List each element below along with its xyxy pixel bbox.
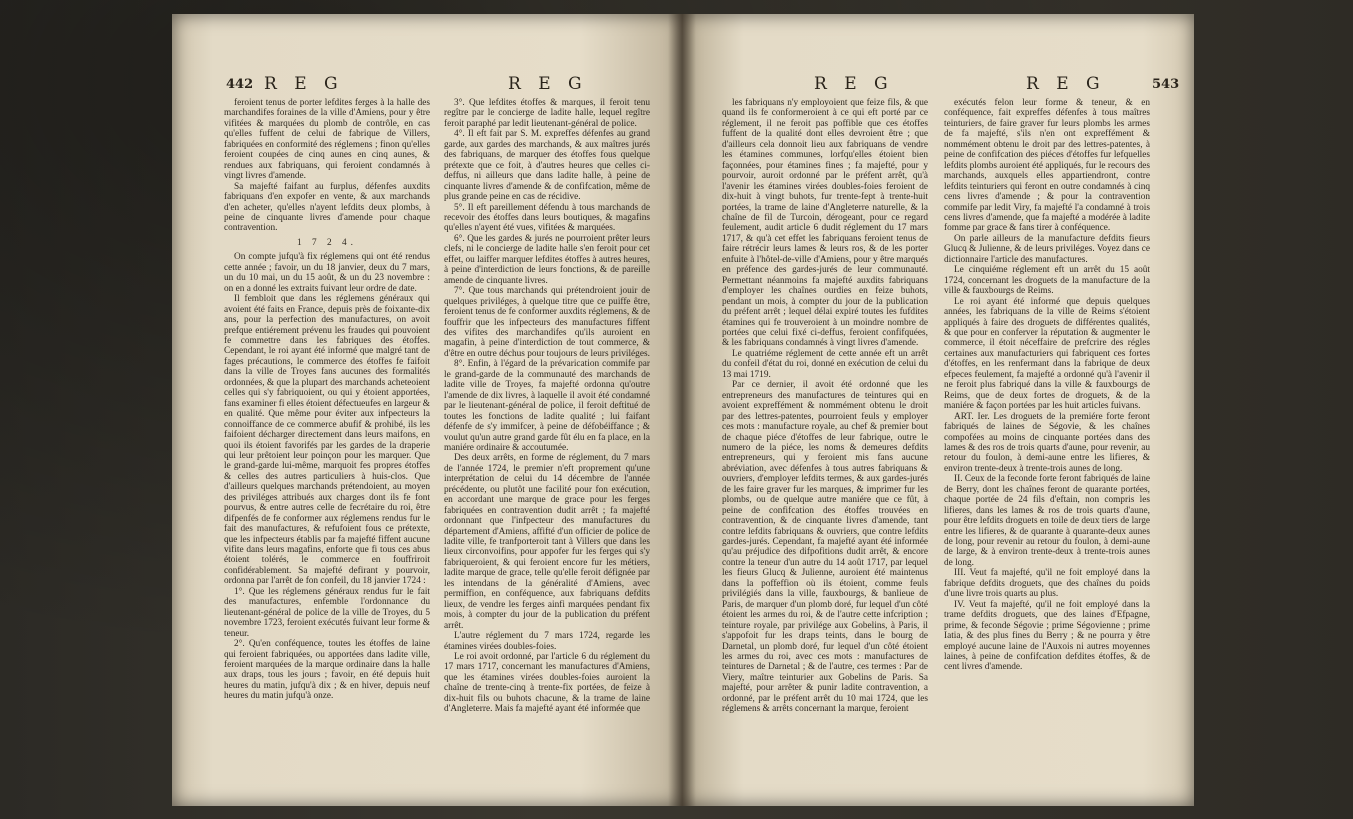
paragraph: feroient tenus de porter lefdites ferges à la halle des marchandifes foraines de la ville d'Amiens, pour y être vifitées & marquées du plomb de contrôle, en cas qu'elles fuffent de celui de fabrique de Villers, fabriquées en conformité des réglemens ; finon qu'elles feroient coupées de cinq aunes en cinq aunes, & rendues aux fabriquans, qui feroient condamnés à vingt livres d'amende. [224, 98, 430, 182]
paragraph: L'autre réglement du 7 mars 1724, regarde les étamines virées doubles-foies. [444, 631, 650, 652]
paragraph: III. Veut fa majefté, qu'il ne foit employé dans la fabrique defdits droguets, que des chaînes du poids d'une livre trois quarts au plus. [944, 568, 1150, 600]
paragraph: Par ce dernier, il avoit été ordonné que les entrepreneurs des manufactures de teintures qui en avoient expreffément & nommément obtenu le droit par des lettres-patentes, pourroient feuls y employer ces mots : manufacture royale, au chef & premier bout de chaque piéce d'étoffes de leur fabrique, outre le numero de la piéce, les noms & demeures defdits entrepreneurs, qui y feroient mis fans aucune abréviation, avec défenfes à tous autres fabriquans & ouvriers, d'employer lefdits termes, & aux gardes-jurés de les faire graver fur les marques, & imprimer fur les plombs, ou de quelque autre maniére que ce fût, à peine de confifcation des étoffes trouvées en contravention, & de cinquante livres d'amende, tant contre lefdits fabriquans & ouvriers, que contre lefdits gardes-jurés. Cependant, fa majefté ayant été informée qu'au préjudice des difpofitions dudit arrêt, & encore contre la teneur d'un autre du 14 août 1717, par lequel les fieurs Glucq & Julienne, auroient été maintenus dans la poffeffion où ils étoient, comme feuls privilégiés dans la ville, fauxbourgs, & banlieue de Paris, de marquer d'un plomb doré, fur lequel d'un côté étoient les armes du roi, & de l'autre cette infcription ; teinture royale, par privilége aux Gobelins, à Paris, il s'appofoit fur les draps teints, dans le bourg de Darnetal, un plomb doré, fur lequel d'un côté étoient les armes du roi, avec ces mots : manufactures de teintures de Darnetal ; & de l'autre, ces termes : Par de Viery, maître teinturier aux Gobelins de Paris. Sa majefté, pour arrêter & punir ladite contravention, a ordonné, par le préfent arrêt du 10 mai 1724, que les réglemens & arrêts concernant la marque, feroient [722, 380, 928, 715]
paragraph: Le roi ayant été informé que depuis quelques années, les fabriquans de la ville de Reims s'étoient appliqués à faire des droguets de différentes qualités, & que pour en conferver la réputation & augmenter le commerce, il étoit néceffaire de prefcrire des régles certaines aux manufacturiers qui fabriquent ces fortes d'étoffes, en les renfermant dans la fabrique de deux efpeces feulement, fa majefté a ordonné qu'à l'avenir il ne feroit plus fabriqué dans la ville & fauxbourgs de Reims, que de deux fortes de droguets, & de la maniére & façon portées par les huit articles fuivans. [944, 296, 1150, 412]
paragraph: 6°. Que les gardes & jurés ne pourroient prêter leurs clefs, ni le concierge de ladite halle s'en feroit pour cet effet, ou laiffer marquer lefdites étoffes à autres heures, à peine d'interdiction de leurs fonctions, & de pareille amende de cinquante livres. [444, 233, 650, 286]
text-column [444, 98, 650, 715]
paragraph: Le roi avoit ordonné, par l'article 6 du réglement du 17 mars 1717, concernant les manufactures d'Amiens, que les étamines virées doubles-foies auroient la chaîne de trente-cinq à trente-fix portées, de feize à dix-huit fils ou buhots chacune, & la trame de laine d'Angleterre. Mais fa majefté ayant été informée que [444, 652, 650, 715]
paragraph: Le cinquiéme réglement eft un arrêt du 15 août 1724, concernant les droguets de la manufacture de la ville & fauxbourgs de Reims. [944, 265, 1150, 297]
running-head: R E G [1026, 74, 1106, 94]
paragraph: 5°. Il eft pareillement défendu à tous marchands de recevoir des étoffes dans leurs boutiques, & magafins qu'elles n'ayent été vues, vifitées & marquées. [444, 202, 650, 234]
paragraph: Le quatriéme réglement de cette année eft un arrêt du confeil d'état du roi, donné en exécution de celui du 13 mai 1719. [722, 348, 928, 380]
paragraph: II. Ceux de la feconde forte feront fabriqués de laine de Berry, dont les chaînes feront de quarante portées, chaque portée de 24 fils d'eftain, non compris les lifieres, dans les lames & ros de trois quarts d'aune, pour être lefdits droguets en toile de deux tiers de large entre les lifieres, & de quarante à quarante-deux aunes de long, pour revenir au retour du foulon, à demi-aune de large, & à environ trente-deux à trente-trois aunes de long. [944, 474, 1150, 568]
paragraph: 4°. Il eft fait par S. M. expreffes défenfes au grand garde, aux gardes des marchands, & aux maîtres jurés des fabriquans, de marquer des étoffes fous quelque prétexte que ce foit, à d'autres heures que celles ci-deffus, ni ailleurs que dans ladite halle, à peine de cinquante livres d'amende & de confifcation, même de plus grande peine en cas de récidive. [444, 129, 650, 203]
paragraph: IV. Veut fa majefté, qu'il ne foit employé dans la trame defdits droguets, que des laines d'Efpagne, prime, & feconde Ségovie ; prime Ségovienne ; prime Iatia, & des plus fines du Berry ; & ne pourra y être employé aucune laine de l'Auxois ni autres moyennes laines, à peine de confifcation defdites étoffes, & de cent livres d'amende. [944, 599, 1150, 673]
paragraph: ART. Ier. Les droguets de la premiére forte feront fabriqués de laines de Ségovie, & les chaînes compofées au moins de cinquante portées dans des lames & des ros de trois quarts d'aune, pour revenir, au retour du foulon, à demi-aune entre les lifieres, & environ trente-deux à trente-trois aunes de long. [944, 411, 1150, 474]
right-page [682, 14, 1194, 806]
page-number: 442 [226, 77, 254, 92]
paragraph: 1°. Que les réglemens généraux rendus fur le fait des manufactures, enfemble l'ordonnance du lieutenant-général de police de la ville de Troyes, du 5 novembre 1723, feroient exécutés fuivant leur forme & teneur. [224, 586, 430, 639]
paragraph: Sa majefté faifant au furplus, défenfes auxdits fabriquans d'en expofer en vente, & aux marchands d'en acheter, qu'elles n'ayent lefdits deux plombs, à peine de cinquante livres d'amende pour chaque contravention. [224, 181, 430, 234]
running-head: R E G [264, 74, 344, 94]
paragraph: 3°. Que lefdites étoffes & marques, il feroit tenu regître par le concierge de ladite halle, lequel regître feroit paraphé par ledit lieutenant-général de police. [444, 98, 650, 129]
paragraph: Des deux arrêts, en forme de réglement, du 7 mars de l'année 1724, le premier n'eft proprement qu'une interprétation de celui du 14 décembre de l'année précédente, ou plutôt une facilité pour fon exécution, en accordant une marque de grace pour les ferges fabriquées en contravention dudit arrêt ; fa majefté ordonnant que l'infpecteur des manufactures du département d'Amiens, affifté d'un officier de police de ladite ville, fe tranfporteroit tant à Villers que dans les lieux circonvoifins, pour appofer fur les ferges qui s'y fabriqueroient, & qui feroient encore fur les métiers, ladite marque de grace, telle qu'elle feroit défignée par les intendans de la généralité d'Amiens, avec permiffion, en conféquence, aux fabriquans defdits lieux, de vendre les ferges ainfi marquées pendant fix mois, à compter du jour de la publication du préfent arrêt. [444, 453, 650, 631]
paragraph: les fabriquans n'y employoient que feize fils, & que quand ils fe conformeroient à ce qui eft porté par ce réglement, il ne feroit pas poffible que ces étoffes fuffent de la qualité dont elles devroient être ; que d'ailleurs cela donnoit lieu aux fabriquans de vendre les étamines communes, lorfqu'elles étoient bien façonnées, pour étamines fines ; fa majefté, pour y pourvoir, auroit ordonné par le préfent arrêt, qu'à l'avenir les étamines virées doubles-foies feroient de dix-huit à vingt buhots, fur trente-fept à trente-huit portées, la trame de laine d'Angleterre naturelle, & la chaîne de fil de Turcoin, dérogeant, pour ce regard feulement, audit article 6 dudit réglement du 17 mars 1717, & qu'à cet effet les fabriquans feroient tenus de faire rétrécir leurs lames & leurs ros, & de les porter enfuite à l'hôtel-de-ville d'Amiens, pour y être marqués en préfence des gardes-jurés de leur communauté. Permettant néanmoins fa majefté auxdits fabriquans d'employer les chaînes ourdies en feize buhots, pendant un mois, à compter du jour de la publication du préfent arrêt ; lequel délai expiré toutes les fufdites étamines qui fe trouveroient à un moindre nombre de portées que celui fixé ci-deffus, feroient confifquées, & les fabriquans condamnés à vingt livres d'amende. [722, 98, 928, 349]
right-page-header [682, 74, 1194, 96]
year-heading: 1 7 2 4. [297, 237, 357, 248]
book-gutter [668, 14, 696, 806]
left-page [172, 14, 682, 806]
left-page-header [172, 74, 682, 96]
paragraph: 2°. Qu'en conféquence, toutes les étoffes de laine qui feroient fabriquées, ou apportées dans ladite ville, feroient marquées de la marque ordinaire dans la halle aux draps, tous les jours ; favoir, en été depuis huit heures du matin, jufqu'à dix ; & en hiver, depuis neuf heures du matin jufqu'à onze. [224, 639, 430, 702]
text-column [722, 98, 928, 715]
paragraph: Il fembloit que dans les réglemens généraux qui avoient été faits en France, depuis près de foixante-dix ans, pour la perfection des manufactures, on avoit prefque entiérement prévenu les fraudes qui pouvoient fe commettre dans les fabriques des étoffes. Cependant, le roi ayant été informé que malgré tant de fages précautions, le commerce des étoffes fe faifoit dans la ville de Troyes fans aucunes des formalités ordonnées, & que la plupart des marchands acheteoient celles qui s'y fabriquoient, ou qui y étoient apportées, fans examiner fi elles étoient défectueufes en largeur & en qualité. Que même pour éviter aux infpecteurs la connoiffance de ce commerce abufif & prohibé, ils les faifoient décharger directement dans leurs maifons, en quoi ils étoient favorifés par les gardes de la draperie qui leur prêtoient leur poinçon pour les marquer. Que le grand-garde lui-même, marquoit fes propres étoffes & celles des autres particuliers à huis-clos. Que d'ailleurs quelques marchands prétendoient, au moyen des priviléges attribués aux charges dont ils fe font pourvus, & entre autres celle de fecrétaire du roi, être difpenfés de fe conformer aux réglemens rendus fur le fait des manufactures, & refufoient fous ce prétexte, que les infpecteurs établis par fa majefté fiffent aucune vifite dans leurs magafins, enforte que fi tous ces abus étoient tolérés, le commerce en fouffriroit confidérablement. Sa majefté defirant y pourvoir, ordonna par l'arrêt de fon confeil, du 18 janvier 1724 : [224, 294, 430, 587]
running-head: R E G [814, 74, 894, 94]
paragraph: 7°. Que tous marchands qui prétendroient jouir de quelques priviléges, à quelque titre que ce puiffe être, feroient tenus de fe conformer auxdits réglemens, & de fouffrir que les infpecteurs des manufactures fiffent des vifites des marchandifes qu'ils auroient en magafin, à peine d'interdiction de tout commerce, & d'être en outre déchus pour toujours de leurs priviléges. [444, 286, 650, 359]
page-number: 543 [1152, 77, 1180, 92]
paragraph: exécutés felon leur forme & teneur, & en conféquence, fait expreffes défenfes à tous maîtres teinturiers, de faire graver fur leurs plombs les armes de fa majefté, s'ils n'en ont expreffément & nommément obtenu le droit par des lettres-patentes, à peine de confifcation des piéces d'étoffes fur lefquelles lefdits plombs auroient été appliqués, fur le recours des marchands, auxquels elles appartiendront, contre lefdits teinturiers qui feront en outre condamnés à cinq cens livres d'amende ; & pour la contravention commife par ledit Viry, fa majefté l'a condamné à trois cens livres d'amende, que fa majefté a modérée à ladite fomme par grace & fans tirer à conféquence. [944, 98, 1150, 234]
paragraph: On compte jufqu'à fix réglemens qui ont été rendus cette année ; favoir, un du 18 janvier, deux du 7 mars, un du 10 mai, un du 15 août, & un du 23 novembre : on en a donné les extraits fuivant leur ordre de date. [224, 252, 430, 294]
text-column [224, 98, 430, 702]
paragraph: On parle ailleurs de la manufacture defdits fieurs Glucq & Julienne, & de leurs priviléges. Voyez dans ce dictionnaire l'article des manufactures. [944, 233, 1150, 265]
paragraph: 8°. Enfin, à l'égard de la prévarication commife par le grand-garde de la communauté des marchands de ladite ville de Troyes, fa majefté ordonna qu'outre l'amende de dix livres, à laquelle il avoit été condamné par le lieutenant-général de police, il feroit deftitué de toutes les fonctions de ladite qualité ; lui faifant défenfe de s'y immifcer, à peine de défobéiffance ; & voulut qu'un autre grand garde fût élu en fa place, en la maniére ordinaire & accoutumée. [444, 359, 650, 453]
running-head: R E G [508, 74, 588, 94]
text-column [944, 98, 1150, 673]
